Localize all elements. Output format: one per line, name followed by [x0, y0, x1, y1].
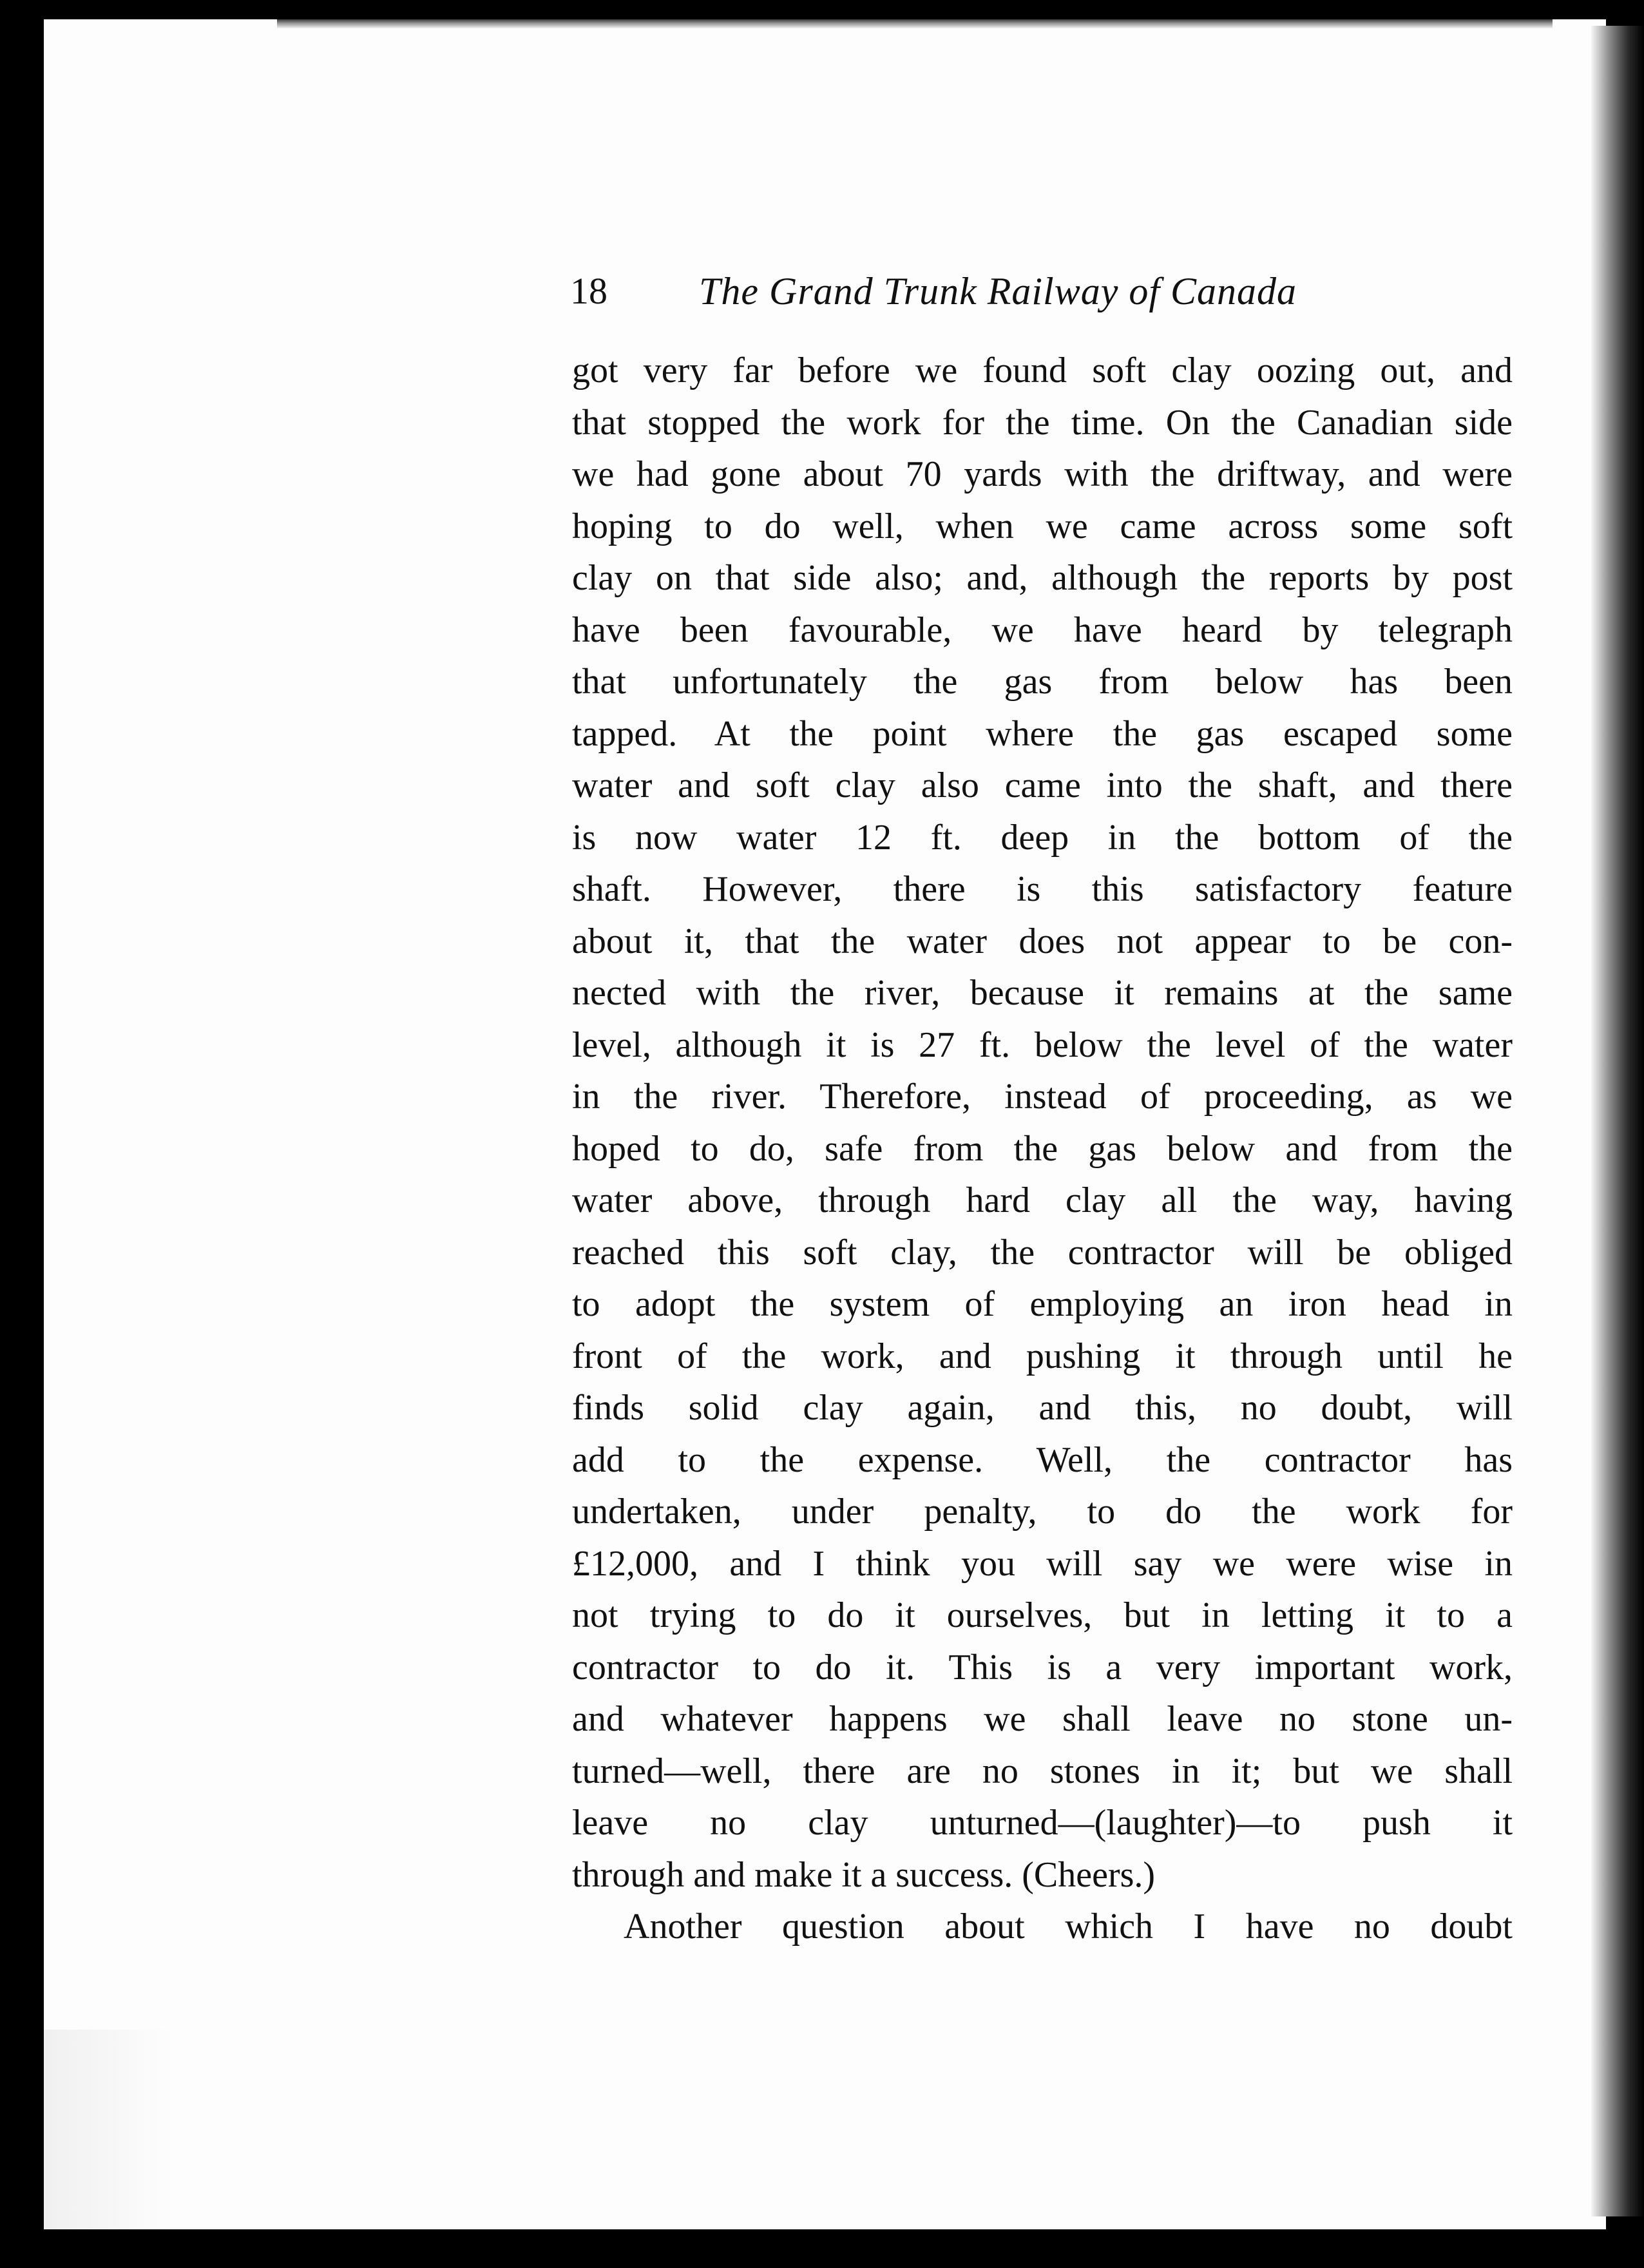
page-number: 18 — [570, 270, 607, 312]
text-line: that stopped the work for the time. On the Canadian side — [572, 402, 1513, 443]
text-line: to adopt the system of employing an iron head in — [572, 1284, 1513, 1324]
right-edge-shadow — [1591, 26, 1644, 2216]
text-line: reached this soft clay, the contractor will be obliged — [572, 1232, 1513, 1273]
text-line: hoping to do well, when we came across some soft — [572, 506, 1513, 546]
text-line: leave no clay unturned—(laughter)—to push it — [572, 1803, 1513, 1843]
text-line: in the river. Therefore, instead of proceeding, as we — [572, 1077, 1513, 1117]
text-line: front of the work, and pushing it through until he — [572, 1336, 1513, 1376]
text-line: that unfortunately the gas from below has been — [572, 662, 1513, 702]
text-line: nected with the river, because it remains at the same — [572, 973, 1513, 1013]
text-line: £12,000, and I think you will say we were wise in — [572, 1543, 1513, 1584]
text-line: turned—well, there are no stones in it; but we shall — [572, 1751, 1513, 1791]
body-text — [572, 345, 1513, 1953]
text-line: have been favourable, we have heard by telegraph — [572, 610, 1513, 650]
page-shading — [44, 2030, 173, 2229]
text-line: got very far before we found soft clay oozing out, and — [572, 351, 1513, 390]
text-line: level, although it is 27 ft. below the level of the water — [572, 1024, 1513, 1065]
text-line: finds solid clay again, and this, no doubt, will — [572, 1388, 1513, 1428]
text-line: clay on that side also; and, although the reports by post — [572, 558, 1513, 598]
text-line: about it, that the water does not appear to be con- — [572, 921, 1513, 961]
top-edge-shadow — [277, 19, 1553, 28]
text-line: tapped. At the point where the gas escaped some — [572, 713, 1513, 754]
text-line: we had gone about 70 yards with the driftway, and were — [572, 454, 1513, 494]
text-line: and whatever happens we shall leave no stone un- — [572, 1699, 1513, 1739]
text-line: shaft. However, there is this satisfactory feature — [572, 869, 1513, 909]
text-line: hoped to do, safe from the gas below and from the — [572, 1128, 1513, 1169]
text-line: add to the expense. Well, the contractor has — [572, 1439, 1513, 1480]
text-line: through and make it a success. (Cheers.) — [572, 1854, 1156, 1895]
text-line: not trying to do it ourselves, but in letting it to a — [572, 1595, 1513, 1635]
running-title: The Grand Trunk Railway of Canada — [699, 270, 1297, 312]
running-head — [570, 265, 1362, 317]
text-line: Another question about which I have no doubt — [624, 1907, 1513, 1946]
text-line: water above, through hard clay all the way, having — [572, 1180, 1513, 1220]
text-line: undertaken, under penalty, to do the work for — [572, 1492, 1513, 1532]
text-line: contractor to do it. This is a very important work, — [572, 1647, 1513, 1687]
text-line: is now water 12 ft. deep in the bottom of the — [572, 817, 1513, 858]
text-line: water and soft clay also came into the shaft, and there — [572, 765, 1513, 805]
